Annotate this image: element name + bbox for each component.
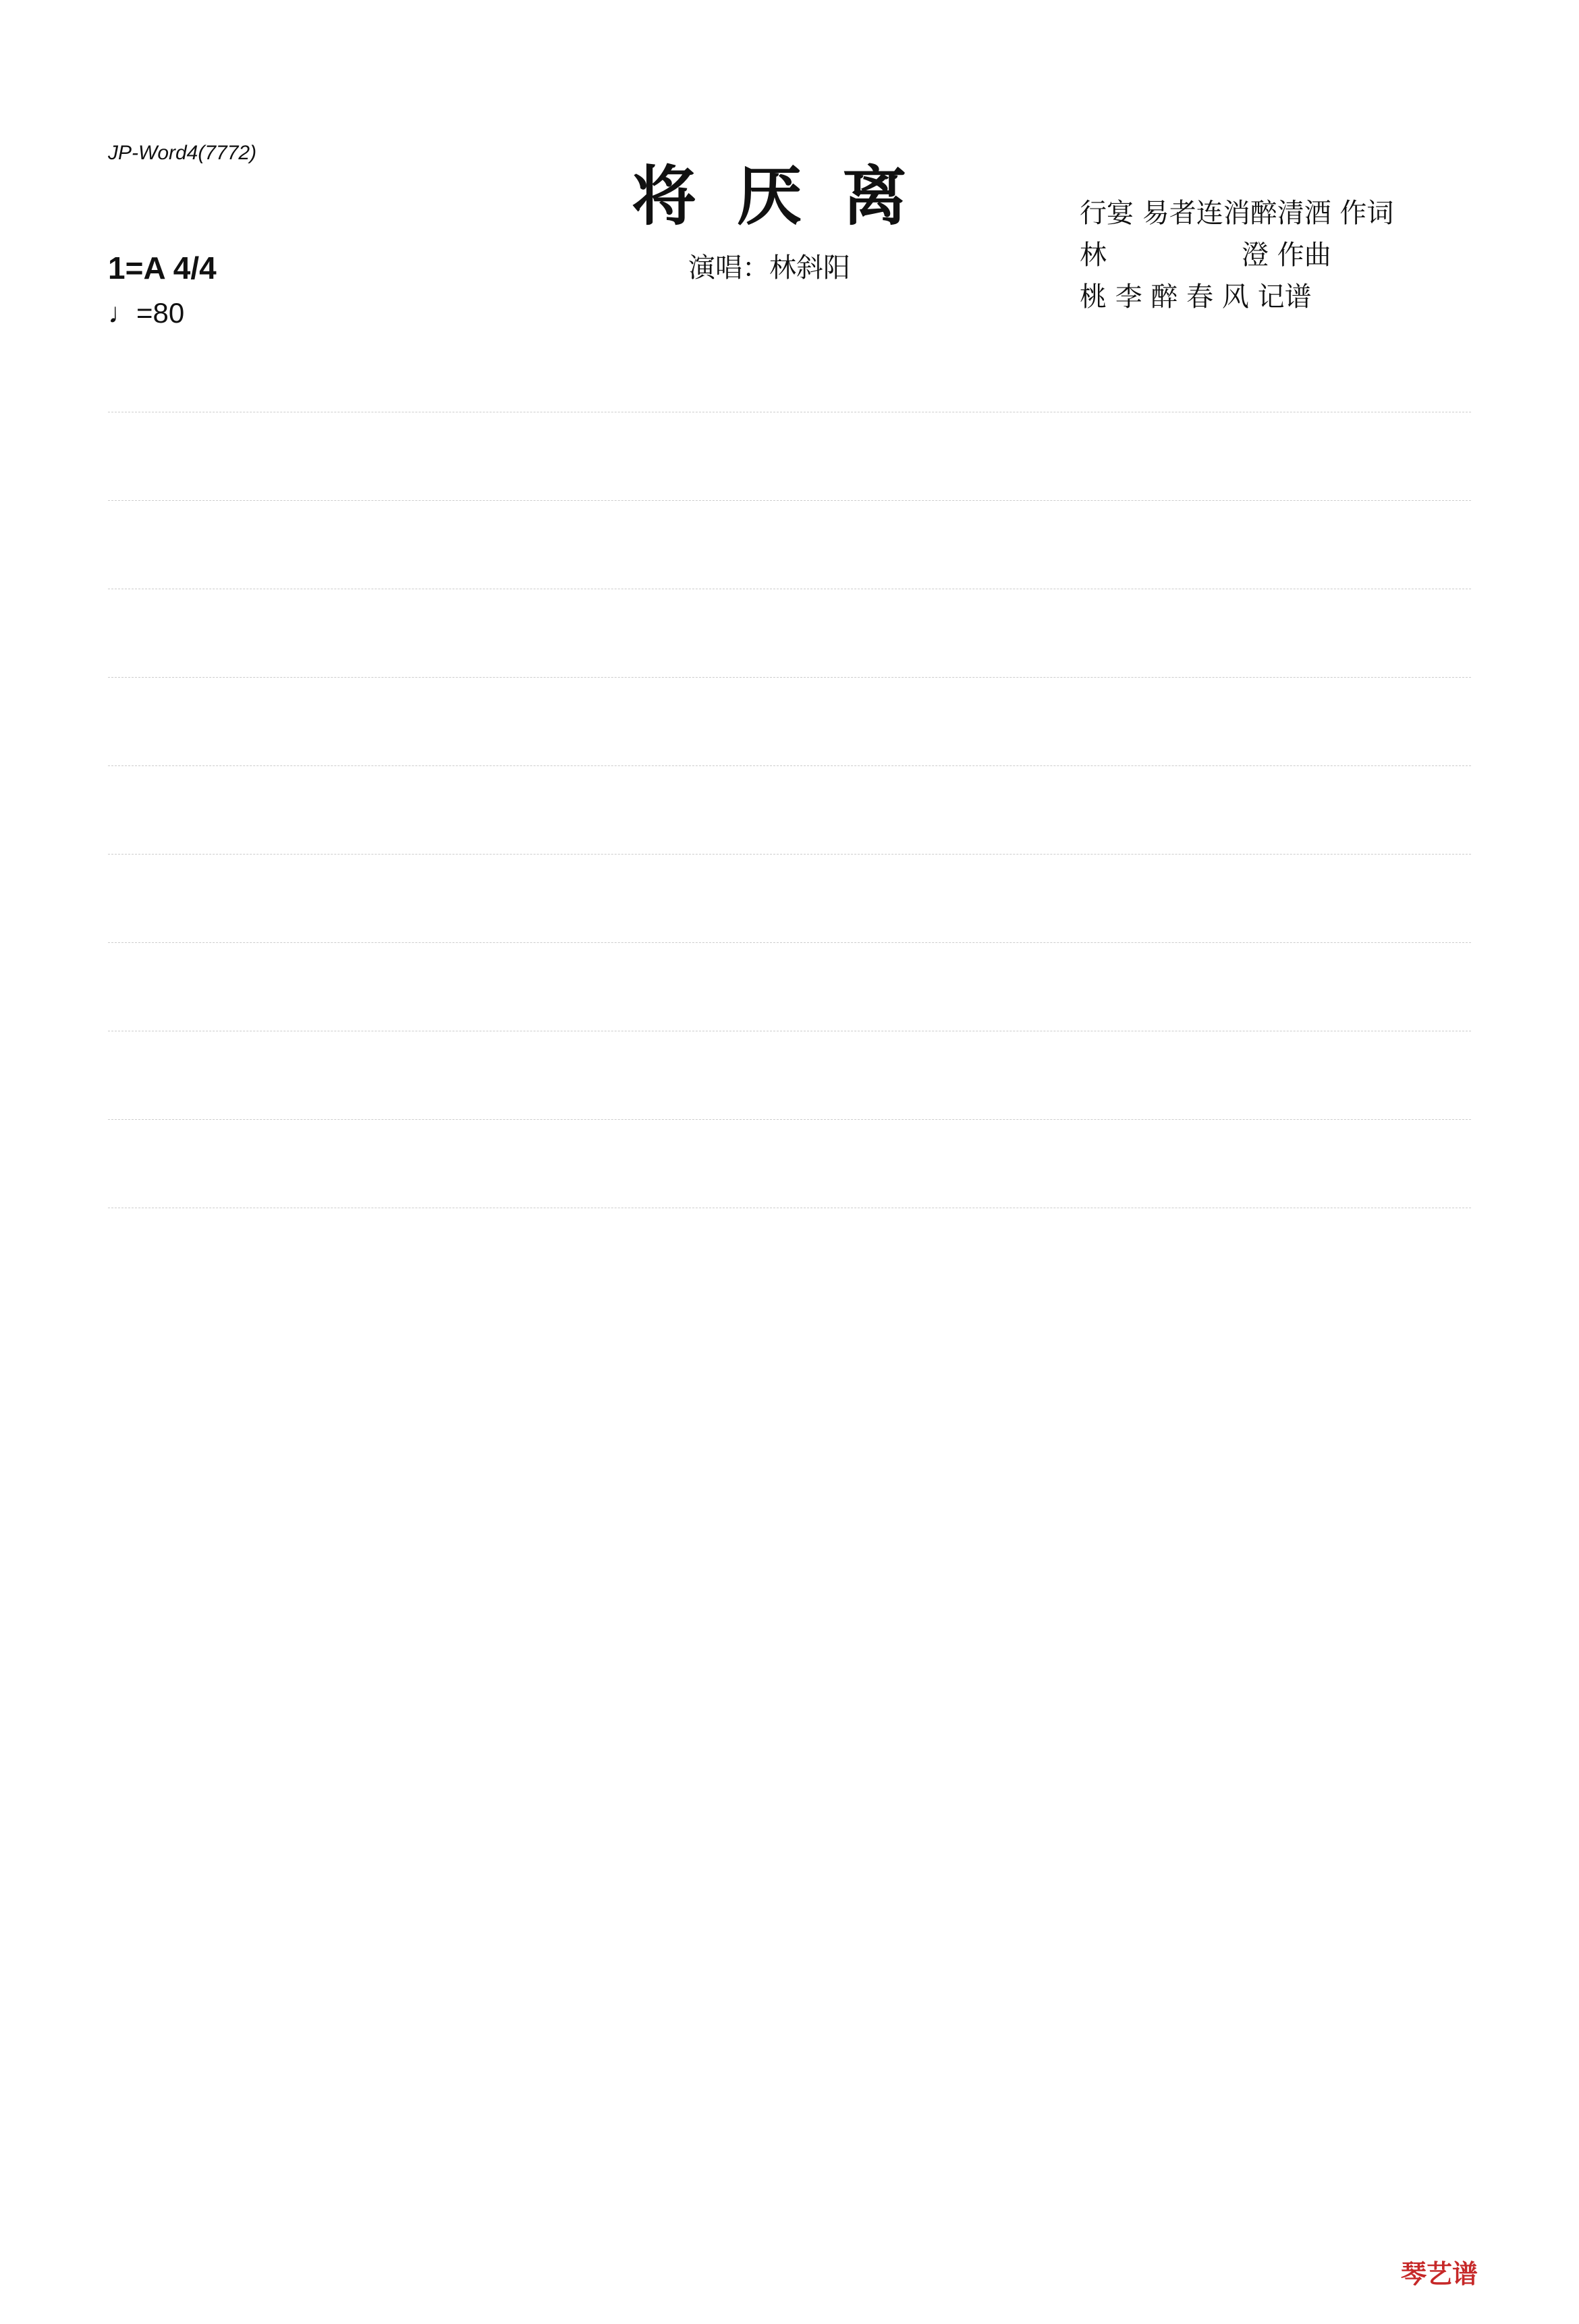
notes-line (108, 1058, 1471, 1120)
key-signature: 1=A 4/4 (108, 250, 217, 286)
staff-row (108, 882, 1471, 943)
tempo-marking: ♩=80 (108, 297, 185, 329)
notes-line (108, 528, 1471, 589)
version-label: JP-Word4(7772) (108, 142, 257, 164)
staff-row (108, 439, 1471, 501)
site-logo: 琴艺谱 (1400, 2259, 1478, 2289)
staff-row (108, 970, 1471, 1031)
notes-line (108, 351, 1471, 412)
staff-row (108, 1147, 1471, 1208)
notes-line (108, 882, 1471, 943)
transcriber-credit: 桃 李 醉 春 风 记谱 (1080, 281, 1312, 313)
staff-row (108, 1058, 1471, 1120)
staff-row (108, 705, 1471, 766)
notes-line (108, 793, 1471, 855)
notes-line (108, 439, 1471, 501)
staff-row (108, 528, 1471, 589)
staff-row (108, 616, 1471, 678)
notes-line (108, 705, 1471, 766)
credits-block (1080, 192, 1478, 318)
notes-line (108, 970, 1471, 1031)
singer-credit: 演唱：林斜阳 (688, 252, 850, 283)
notes-line (108, 1147, 1471, 1208)
notes-line (108, 616, 1471, 678)
song-title: 将厌离 (632, 158, 947, 234)
staff-rows (108, 351, 1471, 2230)
composer-credit: 林 澄 作曲 (1080, 240, 1331, 271)
staff-row (108, 793, 1471, 855)
staff-row (108, 351, 1471, 412)
lyricist-credit: 行宴 易者连消醉清酒 作词 (1080, 198, 1394, 229)
